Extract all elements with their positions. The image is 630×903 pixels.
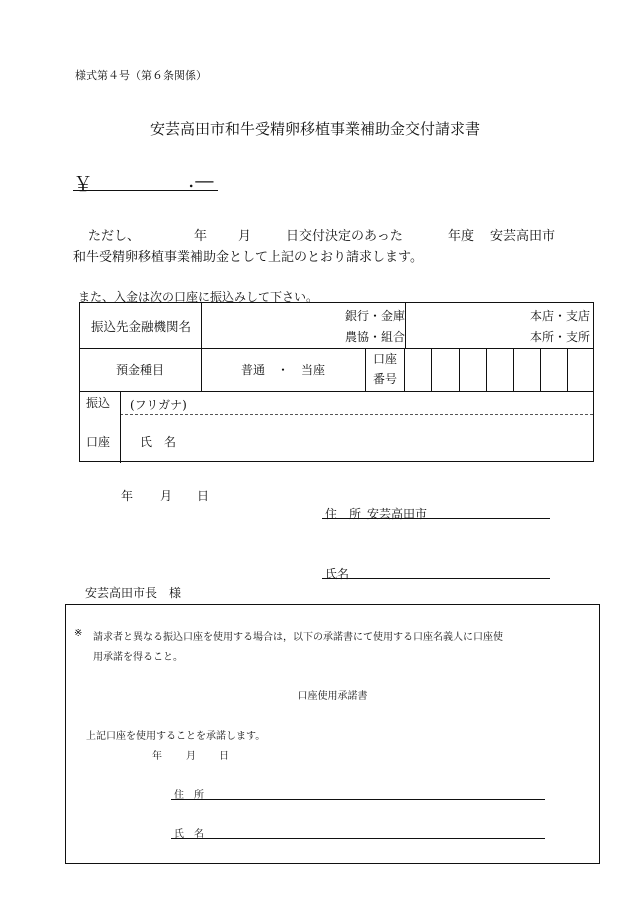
amount-field[interactable] [73,190,218,191]
applicant-address-value: 安芸高田市 [367,507,428,521]
col-divider [201,303,202,391]
col-divider [405,303,406,348]
bank-types-1: 銀行・金庫 [345,309,406,323]
body-city: 安芸高田市 [490,229,556,244]
account-holder-name-label: 氏 名 [140,435,177,449]
date-month: 月 [160,489,173,503]
note-line-1: 請求者と異なる振込口座を使用する場合は，以下の承諾書にて使用する口座名義人に口座使 [93,632,503,643]
consent-name-label: 氏 名 [174,829,204,840]
applicant-name-line[interactable] [322,578,550,579]
digit-divider [431,348,432,391]
col-divider [120,391,121,463]
bank-account-table [79,302,594,462]
addressee: 安芸高田市長 様 [85,586,182,600]
institution-label: 振込先金融機関名 [91,319,192,334]
transfer-note: また、入金は次の口座に振込みして下さい。 [78,290,319,304]
branch-types-2: 本所・支所 [530,330,591,344]
applicant-address-label: 住 所 [325,507,362,521]
digit-divider [486,348,487,391]
furigana-label: (フリガナ) [130,398,187,412]
digit-divider [567,348,568,391]
yen-symbol: ￥ [73,172,93,196]
consent-address-line[interactable] [171,799,545,800]
col-divider [365,348,366,391]
body-month: 月 [238,229,252,244]
consent-name-line[interactable] [171,838,545,839]
form-number: 様式第４号（第６条関係） [75,69,207,82]
row-divider [80,348,593,349]
body-day-text: 日交付決定のあった [286,229,403,244]
consent-month: 月 [186,751,196,762]
row-divider [80,391,593,392]
account-number-label-1: 口座 [373,352,398,366]
amount-suffix: .— [188,168,215,192]
body-year: 年 [194,229,208,244]
date-day: 日 [197,489,210,503]
applicant-address-line[interactable] [322,518,550,519]
date-year: 年 [121,489,134,503]
col-divider [404,348,405,391]
consent-title: 口座使用承諾書 [297,691,368,702]
deposit-type-label: 預金種目 [116,363,165,377]
consent-statement: 上記口座を使用することを承諾します。 [86,731,266,742]
body-fiscal-year: 年度 [448,229,475,244]
consent-day: 日 [219,751,229,762]
document-title: 安芸高田市和牛受精卵移植事業補助金交付請求書 [149,120,480,138]
body-line-2: 和牛受精卵移植事業補助金として上記のとおり請求します。 [73,250,423,265]
deposit-type-options[interactable]: 普通 ・ 当座 [241,363,326,377]
note-line-2: 用承諾を得ること。 [93,652,183,663]
consent-address-label: 住 所 [174,790,204,801]
digit-divider [540,348,541,391]
account-consent-box [65,604,600,864]
bank-types-2: 農協・組合 [345,330,406,344]
digit-divider [459,348,460,391]
consent-year: 年 [152,751,162,762]
applicant-name-label: 氏名 [325,567,350,581]
account-number-label-2: 番号 [373,372,398,386]
account-label: 口座 [86,435,111,449]
furigana-divider [120,414,593,415]
body-ttadashi: ただし、 [88,229,141,244]
note-mark: ※ [74,628,83,639]
branch-types-1: 本店・支店 [530,309,591,323]
transfer-label: 振込 [86,396,111,410]
digit-divider [513,348,514,391]
